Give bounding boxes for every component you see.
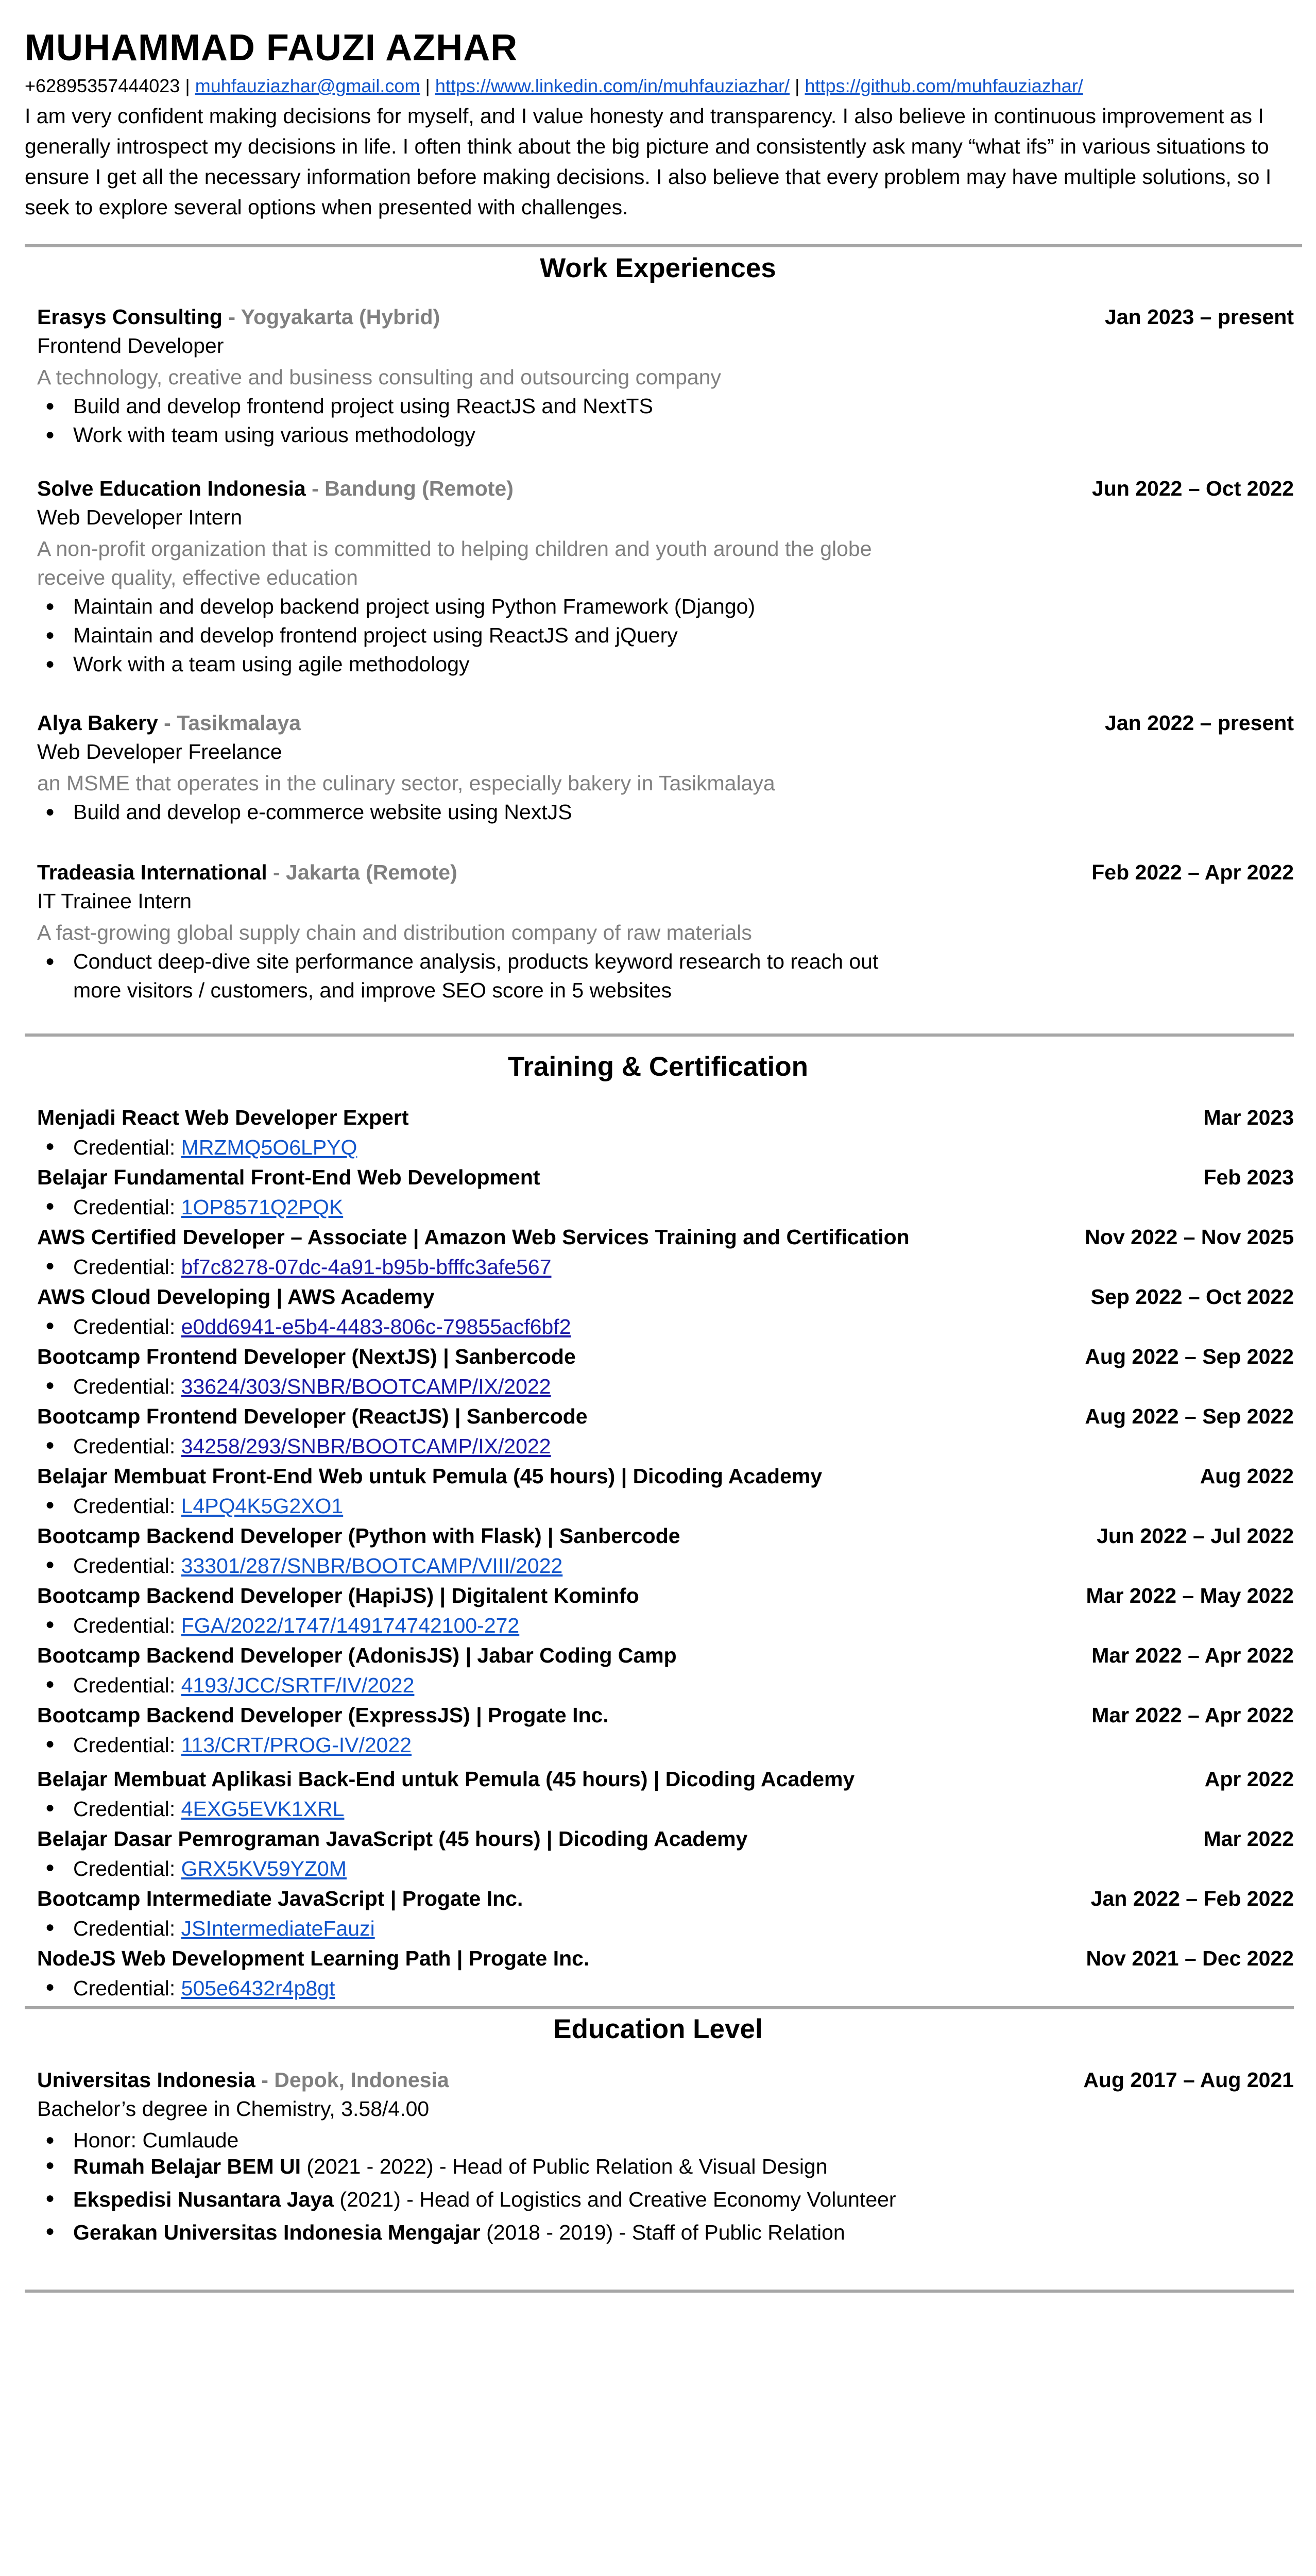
job-org: Erasys Consulting [37, 305, 223, 329]
job-description: A fast-growing global supply chain and distribution company of raw materials [37, 921, 752, 944]
credential-label: Credential: [73, 1136, 181, 1159]
education-entry [37, 2068, 1294, 2253]
cert-credential [37, 1434, 1294, 1463]
cert-title: Bootcamp Frontend Developer (ReactJS) | Sanbercode [37, 1404, 588, 1428]
section-divider [25, 244, 1302, 247]
credential-label: Credential: [73, 1857, 181, 1880]
separator: | [795, 75, 800, 96]
job-bullet: ● Maintain and develop backend project using Python Framework (Django) [37, 592, 908, 621]
cert-title: Menjadi React Web Developer Expert [37, 1106, 409, 1129]
training-section-title: Training & Certification [507, 1052, 809, 1082]
cert-credential [37, 1614, 1294, 1642]
activity-org: Rumah Belajar BEM UI [73, 2155, 301, 2178]
cert-entry [37, 1946, 1294, 2005]
cert-title: AWS Certified Developer – Associate | Amazon Web Services Training and Certification [37, 1225, 910, 1249]
cert-title: AWS Cloud Developing | AWS Academy [37, 1285, 435, 1309]
activity-org: Gerakan Universitas Indonesia Mengajar [73, 2221, 481, 2244]
cert-credential [37, 1673, 1294, 1702]
cert-credential [37, 1195, 1294, 1224]
credential-label: Credential: [73, 1255, 181, 1279]
credential-link[interactable]: GRX5KV59YZ0M [181, 1857, 347, 1880]
cert-title: Bootcamp Backend Developer (ExpressJS) | Progate Inc. [37, 1703, 609, 1727]
credential-label: Credential: [73, 1195, 181, 1219]
cert-credential [37, 1315, 1294, 1344]
degree: Bachelor’s degree in Chemistry, 3.58/4.00 [37, 2097, 430, 2121]
cert-credential [37, 1494, 1294, 1523]
cert-date: Jan 2022 – Feb 2022 [1090, 1887, 1294, 1910]
credential-label: Credential: [73, 1917, 181, 1940]
cert-entry [37, 1887, 1294, 1945]
job-role: Web Developer Freelance [37, 740, 282, 764]
cert-credential [37, 1857, 1294, 1886]
activity-item [37, 2155, 1294, 2188]
github-link[interactable]: https://github.com/muhfauziazhar/ [805, 75, 1083, 96]
candidate-name: MUHAMMAD FAUZI AZHAR [25, 27, 518, 69]
credential-link[interactable]: 505e6432r4p8gt [181, 1976, 335, 2000]
education-date: Aug 2017 – Aug 2021 [1083, 2068, 1294, 2092]
cert-credential [37, 1917, 1294, 1945]
credential-link[interactable]: 1OP8571Q2PQK [181, 1195, 344, 1219]
cert-credential [37, 1733, 1294, 1762]
cert-date: Apr 2022 [1204, 1767, 1294, 1791]
job-date: Feb 2022 – Apr 2022 [1091, 860, 1294, 884]
credential-link[interactable]: 34258/293/SNBR/BOOTCAMP/IX/2022 [181, 1434, 551, 1458]
activity-detail: (2018 - 2019) - Staff of Public Relation [480, 2221, 845, 2244]
linkedin-link[interactable]: https://www.linkedin.com/in/muhfauziazhar/ [435, 75, 790, 96]
job-bullet: ● Work with team using various methodology [37, 420, 908, 449]
cert-date: Mar 2023 [1203, 1106, 1294, 1129]
job-location: - Tasikmalaya [158, 711, 301, 735]
job-bullet: ● Build and develop e-commerce website using NextJS [37, 798, 908, 826]
credential-link[interactable]: 4EXG5EVK1XRL [181, 1797, 345, 1821]
job-date: Jan 2022 – present [1105, 711, 1294, 735]
cert-entry [37, 1524, 1294, 1583]
separator: | [185, 75, 190, 96]
credential-link[interactable]: FGA/2022/1747/149174742100-272 [181, 1614, 520, 1637]
job-entry [37, 860, 1294, 1005]
credential-label: Credential: [73, 1554, 181, 1578]
activity-detail: (2021 - 2022) - Head of Public Relation & Visual Design [301, 2155, 828, 2178]
cert-title: NodeJS Web Development Learning Path | Progate Inc. [37, 1946, 590, 1970]
cert-date: Sep 2022 – Oct 2022 [1090, 1285, 1294, 1309]
separator: | [425, 75, 430, 96]
cert-title: Belajar Fundamental Front-End Web Development [37, 1165, 540, 1189]
cert-credential [37, 1136, 1294, 1164]
credential-label: Credential: [73, 1797, 181, 1821]
section-divider [25, 1033, 1294, 1037]
credential-label: Credential: [73, 1375, 181, 1398]
job-date: Jun 2022 – Oct 2022 [1091, 477, 1294, 500]
cert-date: Nov 2021 – Dec 2022 [1086, 1946, 1294, 1970]
cert-entry [37, 1345, 1294, 1403]
cert-title: Bootcamp Backend Developer (HapiJS) | Digitalent Kominfo [37, 1584, 639, 1607]
job-location: - Bandung (Remote) [305, 477, 514, 500]
job-bullet: ● Work with a team using agile methodology [37, 650, 908, 679]
cert-title: Bootcamp Backend Developer (Python with Flask) | Sanbercode [37, 1524, 680, 1548]
cert-title: Belajar Dasar Pemrograman JavaScript (45 hours) | Dicoding Academy [37, 1827, 748, 1851]
cert-entry [37, 1827, 1294, 1886]
job-org: Tradeasia International [37, 860, 267, 884]
cert-date: Aug 2022 – Sep 2022 [1085, 1345, 1294, 1368]
cert-credential [37, 1554, 1294, 1583]
job-bullet: ● Build and develop frontend project using ReactJS and NextTS [37, 392, 908, 420]
education-section-title: Education Level [553, 2014, 763, 2044]
credential-link[interactable]: 113/CRT/PROG-IV/2022 [181, 1733, 412, 1757]
section-divider [25, 2006, 1294, 2009]
credential-label: Credential: [73, 1494, 181, 1518]
cert-entry [37, 1643, 1294, 1702]
job-bullet: ● Conduct deep-dive site performance analysis, products keyword research to reach out more visitors / customers, and improve SEO score in 5 websites [37, 947, 908, 1005]
credential-label: Credential: [73, 1614, 181, 1637]
school-name: Universitas Indonesia [37, 2068, 255, 2092]
job-org: Solve Education Indonesia [37, 477, 306, 500]
job-date: Jan 2023 – present [1105, 305, 1294, 329]
credential-link[interactable]: e0dd6941-e5b4-4483-806c-79855acf6bf2 [181, 1315, 571, 1338]
cert-entry [37, 1285, 1294, 1344]
job-role: IT Trainee Intern [37, 889, 192, 913]
cert-credential [37, 1976, 1294, 2005]
cert-date: Mar 2022 – Apr 2022 [1091, 1703, 1294, 1727]
section-divider [25, 2290, 1294, 2293]
honor: ● Honor: Cumlaude [37, 2126, 908, 2155]
phone-number: +62895357444023 [25, 75, 180, 96]
cert-credential [37, 1255, 1294, 1284]
activity-item [37, 2188, 1294, 2221]
cert-date: Jun 2022 – Jul 2022 [1097, 1524, 1294, 1548]
credential-link[interactable]: L4PQ4K5G2XO1 [181, 1494, 344, 1518]
cert-date: Mar 2022 – May 2022 [1086, 1584, 1294, 1607]
credential-label: Credential: [73, 1733, 181, 1757]
cert-entry [37, 1404, 1294, 1463]
credential-link[interactable]: 33624/303/SNBR/BOOTCAMP/IX/2022 [181, 1375, 551, 1398]
cert-credential [37, 1375, 1294, 1403]
activity-item [37, 2221, 1294, 2253]
email-link[interactable]: muhfauziazhar@gmail.com [195, 75, 420, 96]
activity-detail: (2021) - Head of Logistics and Creative Economy Volunteer [333, 2188, 896, 2211]
profile-summary: I am very confident making decisions for myself, and I value honesty and transparency. I also believe in continuous improvement as I generally introspect my decisions in life. I often think about the big picture and consistently ask many “what ifs” in various situations to ensure I get all the necessary information before making decisions. I also believe that every problem may have multiple solutions, so I seek to explore several options when presented with challenges. [25, 104, 1272, 219]
cert-title: Belajar Membuat Aplikasi Back-End untuk Pemula (45 hours) | Dicoding Academy [37, 1767, 855, 1791]
job-entry [37, 305, 1294, 449]
credential-label: Credential: [73, 1976, 181, 2000]
cert-entry [37, 1165, 1294, 1224]
work-section-title: Work Experiences [540, 253, 776, 283]
contact-line [25, 75, 1083, 97]
credential-link[interactable]: bf7c8278-07dc-4a91-b95b-bfffc3afe567 [181, 1255, 552, 1279]
cert-date: Aug 2022 [1200, 1464, 1294, 1488]
credential-link[interactable]: JSIntermediateFauzi [181, 1917, 375, 1940]
cert-title: Bootcamp Intermediate JavaScript | Progate Inc. [37, 1887, 523, 1910]
cert-title: Bootcamp Backend Developer (AdonisJS) | Jabar Coding Camp [37, 1643, 677, 1667]
cert-title: Belajar Membuat Front-End Web untuk Pemula (45 hours) | Dicoding Academy [37, 1464, 823, 1488]
job-role: Frontend Developer [37, 334, 224, 358]
cert-date: Mar 2022 – Apr 2022 [1091, 1643, 1294, 1667]
cert-title: Bootcamp Frontend Developer (NextJS) | Sanbercode [37, 1345, 576, 1368]
cert-entry [37, 1767, 1294, 1826]
credential-label: Credential: [73, 1673, 181, 1697]
job-description: an MSME that operates in the culinary sector, especially bakery in Tasikmalaya [37, 771, 775, 795]
job-entry [37, 711, 1294, 826]
cert-date: Mar 2022 [1203, 1827, 1294, 1851]
job-role: Web Developer Intern [37, 505, 243, 529]
cert-entry [37, 1106, 1294, 1164]
job-description: A technology, creative and business consulting and outsourcing company [37, 365, 722, 389]
credential-link[interactable]: 4193/JCC/SRTF/IV/2022 [181, 1673, 415, 1697]
cert-date: Nov 2022 – Nov 2025 [1085, 1225, 1294, 1249]
credential-link[interactable]: MRZMQ5O6LPYQ [181, 1136, 357, 1159]
cert-entry [37, 1703, 1294, 1762]
cert-entry [37, 1584, 1294, 1642]
job-location: - Jakarta (Remote) [267, 860, 457, 884]
credential-label: Credential: [73, 1434, 181, 1458]
cert-credential [37, 1797, 1294, 1826]
job-location: - Yogyakarta (Hybrid) [222, 305, 440, 329]
cert-date: Aug 2022 – Sep 2022 [1085, 1404, 1294, 1428]
cert-entry [37, 1225, 1294, 1284]
cert-entry [37, 1464, 1294, 1523]
job-description: A non-profit organization that is committed to helping children and youth around the globe receive quality, effective education [37, 537, 872, 589]
job-bullet: ● Maintain and develop frontend project using ReactJS and jQuery [37, 621, 908, 650]
credential-label: Credential: [73, 1315, 181, 1338]
activity-org: Ekspedisi Nusantara Jaya [73, 2188, 334, 2211]
credential-link[interactable]: 33301/287/SNBR/BOOTCAMP/VIII/2022 [181, 1554, 563, 1578]
cert-date: Feb 2023 [1203, 1165, 1294, 1189]
school-location: - Depok, Indonesia [255, 2068, 449, 2092]
job-org: Alya Bakery [37, 711, 158, 735]
job-entry [37, 477, 1294, 679]
